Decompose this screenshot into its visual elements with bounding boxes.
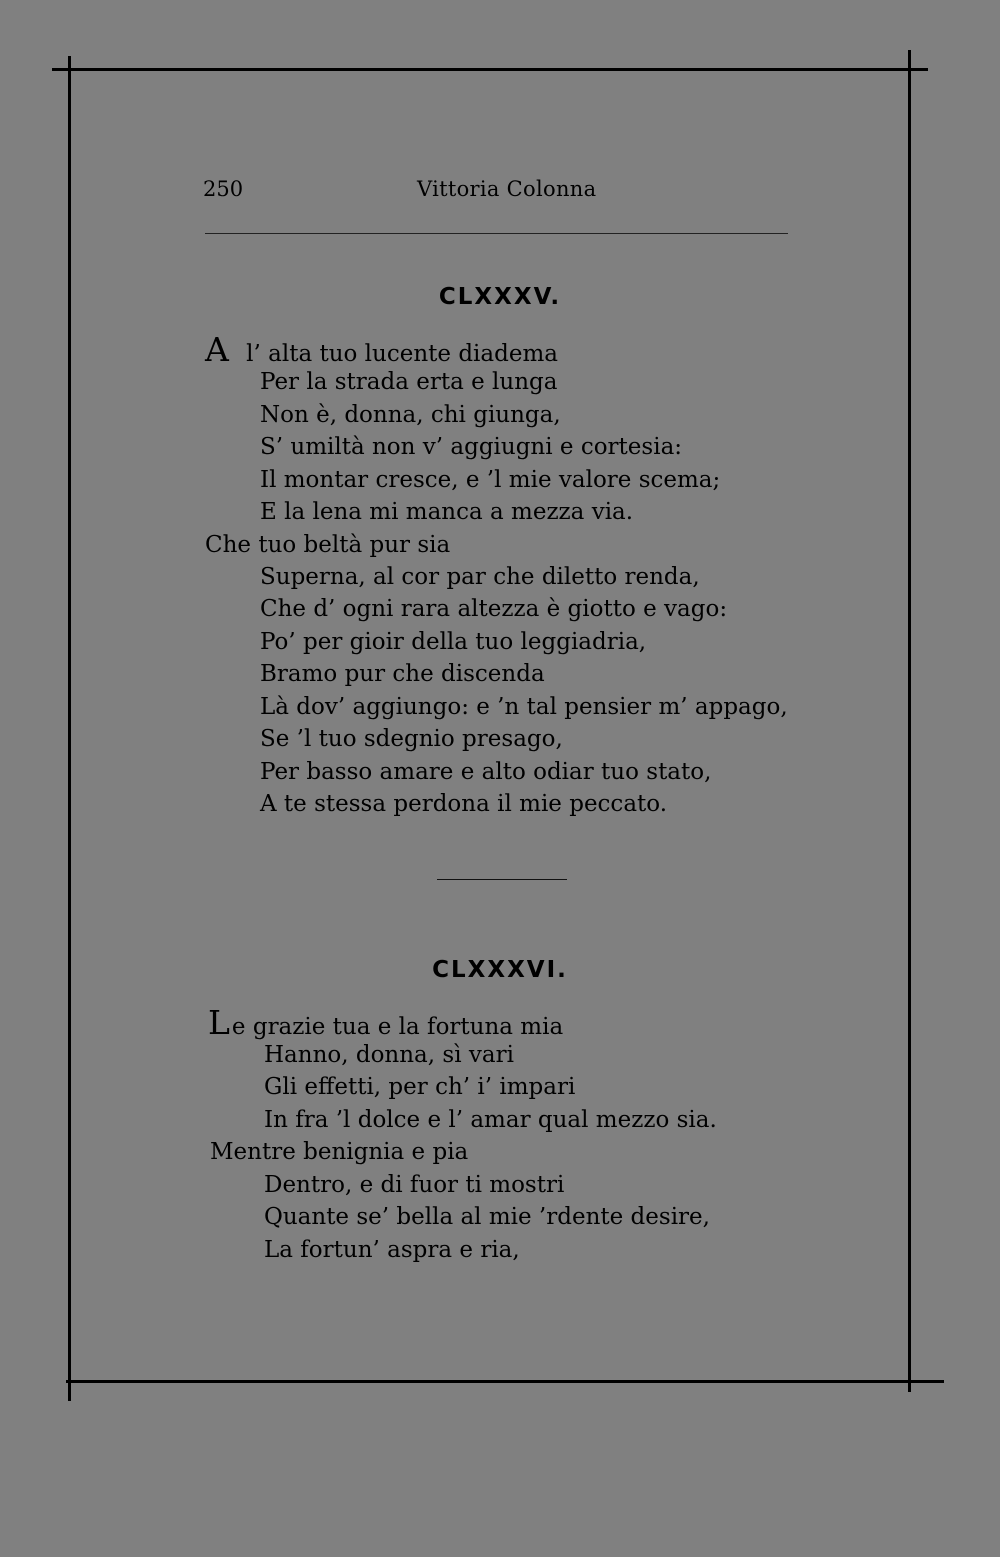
- running-title: Vittoria Colonna: [417, 177, 597, 201]
- verse-line: La fortun’ aspra e ria,: [264, 1237, 520, 1263]
- verse-line: Gli effetti, per ch’ i’ impari: [264, 1074, 576, 1100]
- page-number: 250: [203, 177, 244, 201]
- poem-title: CLXXXV.: [438, 284, 562, 310]
- poem-title: CLXXXVI.: [432, 957, 568, 983]
- verse-line: Hanno, donna, sì vari: [264, 1042, 514, 1068]
- verse-line: Che tuo beltà pur sia: [205, 532, 451, 558]
- drop-cap: A: [205, 330, 229, 369]
- frame-right-rule: [908, 50, 911, 1392]
- verse-line: Dentro, e di fuor ti mostri: [264, 1172, 565, 1198]
- verse-line: A te stessa perdona il mie peccato.: [260, 791, 668, 817]
- header-rule: [205, 233, 788, 234]
- verse-line: Le grazie tua e la fortuna mia: [208, 1003, 564, 1042]
- verse-line: Superna, al cor par che diletto renda,: [260, 564, 700, 590]
- verse-line: Per basso amare e alto odiar tuo stato,: [260, 759, 712, 785]
- verse-line: Mentre benignia e pia: [210, 1139, 469, 1165]
- frame-bottom-rule: [66, 1380, 944, 1383]
- verse-line: Il montar cresce, e ’l mie valore scema;: [260, 467, 721, 493]
- verse-line: Quante se’ bella al mie ’rdente desire,: [264, 1204, 710, 1230]
- verse-line: Per la strada erta e lunga: [260, 369, 558, 395]
- verse-line: S’ umiltà non v’ aggiugni e cortesia:: [260, 434, 683, 460]
- verse-line: Là dov’ aggiungo: e ’n tal pensier m’ appago,: [260, 694, 788, 720]
- verse-line: Po’ per gioir della tuo leggiadria,: [260, 629, 647, 655]
- verse-line: Che d’ ogni rara altezza è giotto e vago:: [260, 596, 728, 622]
- frame-left-rule: [68, 56, 71, 1401]
- verse-line: Bramo pur che discenda: [260, 661, 545, 687]
- section-separator: [437, 879, 567, 880]
- frame-top-rule: [52, 68, 928, 71]
- verse-line: Se ’l tuo sdegnio presago,: [260, 726, 563, 752]
- drop-cap: L: [208, 1003, 230, 1042]
- verse-line: Non è, donna, chi giunga,: [260, 402, 561, 428]
- verse-line: E la lena mi manca a mezza via.: [260, 499, 634, 525]
- verse-line: In fra ’l dolce e l’ amar qual mezzo sia.: [264, 1107, 717, 1133]
- verse-line: A l’ alta tuo lucente diadema: [205, 330, 558, 369]
